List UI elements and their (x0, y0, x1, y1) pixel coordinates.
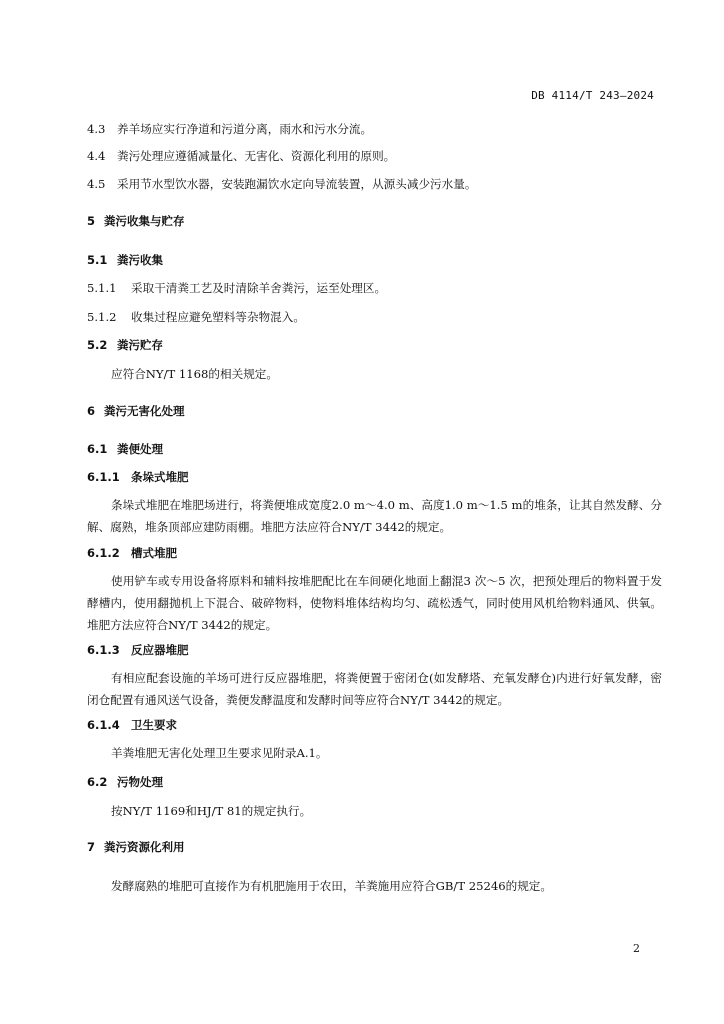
section-number: 6 (87, 404, 96, 418)
section-title: 污物处理 (117, 775, 163, 789)
section-number: 6.1.3 (87, 643, 120, 657)
section-title: 粪污贮存 (117, 338, 163, 352)
section-6-1-heading (87, 441, 163, 457)
section-7-heading (87, 839, 185, 855)
clause-number: 5.1.2 (87, 310, 117, 324)
section-number: 6.1.1 (87, 470, 120, 484)
section-number: 5.2 (87, 338, 108, 352)
section-number: 6.1.2 (87, 546, 120, 560)
section-5-2-body: 应符合NY/T 1168的相关规定。 (111, 367, 278, 381)
section-title: 粪便处理 (117, 442, 163, 456)
section-number: 5 (87, 214, 96, 228)
section-5-1-heading (87, 252, 163, 268)
section-6-2-body: 按NY/T 1169和HJ/T 81的规定执行。 (111, 804, 312, 818)
clause-4-5 (87, 176, 476, 192)
section-title: 粪污无害化处理 (104, 404, 185, 418)
section-6-1-4-heading (87, 717, 177, 733)
section-6-1-2-body: 使用铲车或专用设备将原料和辅料按堆肥配比在车间硬化地面上翻混3 次～5 次，把预处理后的物料置于发酵槽内，使用翻抛机上下混合、破碎物料，使物料堆体结构均匀、疏松透气，同时使用风机给物料通风、供氧。堆肥方法应符合NY/T 3442的规定。 (87, 574, 662, 632)
section-number: 7 (87, 840, 96, 854)
section-title: 卫生要求 (131, 718, 177, 732)
clause-4-3 (87, 121, 372, 137)
section-title: 槽式堆肥 (131, 546, 177, 560)
clause-4-4 (87, 148, 395, 164)
clause-text: 采取干清粪工艺及时清除羊舍粪污，运至处理区。 (131, 281, 387, 295)
clause-5-1-1 (87, 280, 386, 296)
clause-number: 4.4 (87, 149, 106, 163)
document-id-header: DB 4114/T 243—2024 (531, 89, 654, 102)
section-title: 粪污收集 (117, 253, 163, 267)
section-6-1-1-heading (87, 469, 189, 485)
section-6-1-3-heading (87, 642, 189, 658)
clause-5-1-2 (87, 309, 305, 325)
page-number: 2 (633, 942, 640, 955)
section-number: 6.2 (87, 775, 108, 789)
section-6-1-1-body: 条垛式堆肥在堆肥场进行，将粪便堆成宽度2.0 m～4.0 m、高度1.0 m～1.5 m的堆条，让其自然发酵、分解、腐熟，堆条顶部应建防雨棚。堆肥方法应符合NY/T 3442的规定。 (87, 498, 662, 534)
section-title: 粪污资源化利用 (104, 840, 185, 854)
section-title: 反应器堆肥 (131, 643, 189, 657)
clause-text: 养羊场应实行净道和污道分离，雨水和污水分流。 (117, 122, 373, 136)
section-title: 条垛式堆肥 (131, 470, 189, 484)
section-5-heading (87, 213, 185, 229)
clause-number: 5.1.1 (87, 281, 117, 295)
section-5-2-heading (87, 337, 163, 353)
section-number: 6.1.4 (87, 718, 120, 732)
clause-text: 采用节水型饮水器，安装跑漏饮水定向导流装置，从源头减少污水量。 (117, 177, 477, 191)
clause-text: 收集过程应避免塑料等杂物混入。 (131, 310, 305, 324)
clause-text: 粪污处理应遵循减量化、无害化、资源化利用的原则。 (117, 149, 396, 163)
clause-number: 4.5 (87, 177, 106, 191)
clause-number: 4.3 (87, 122, 106, 136)
section-6-1-4-body: 羊粪堆肥无害化处理卫生要求见附录A.1。 (111, 746, 328, 760)
section-title: 粪污收集与贮存 (104, 214, 185, 228)
section-6-1-3-body: 有相应配套设施的羊场可进行反应器堆肥，将粪便置于密闭仓(如发酵塔、充氧发酵仓)内进行好氧发酵，密闭仓配置有通风送气设备，粪便发酵温度和发酵时间等应符合NY/T 3442的规定。 (87, 671, 662, 707)
section-6-2-heading (87, 774, 163, 790)
section-6-heading (87, 403, 185, 419)
section-number: 6.1 (87, 442, 108, 456)
section-6-1-2-heading (87, 545, 177, 561)
section-number: 5.1 (87, 253, 108, 267)
section-7-body: 发酵腐熟的堆肥可直接作为有机肥施用于农田，羊粪施用应符合GB/T 25246的规定。 (111, 879, 552, 893)
